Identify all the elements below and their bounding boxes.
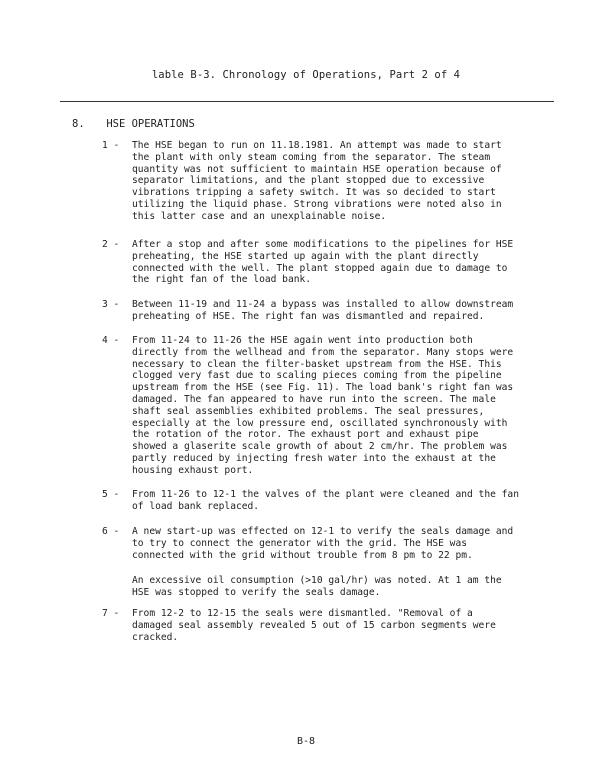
item-number: 7 - bbox=[102, 608, 120, 619]
list-item-4 bbox=[102, 335, 552, 477]
item-text: From 11-24 to 11-26 the HSE again went into production both directly from the wellhead and from the separator. Many stops were necessary to clean the filter-basket upstream from the HSE. This clogged very fast due to scaling pieces coming from the pipeline upstream from the HSE (see Fig. 11). The load bank's right fan was damaged. The fan appeared to have run into the screen. The male shaft seal assemblies exhibited problems. The seal pressures, especially at the low pressure end, oscillated synchronously with the rotation of the rotor. The exhaust port and exhaust pipe showed a glaserite scale growth of about 2 cm/hr. The problem was partly reduced by injecting fresh water into the exhaust at the housing exhaust port. bbox=[132, 335, 514, 476]
item-number: 2 - bbox=[102, 239, 120, 250]
item-number: 1 - bbox=[102, 140, 120, 151]
list-item-1 bbox=[102, 140, 552, 223]
item-number: 5 - bbox=[102, 489, 120, 500]
page-number: B-8 bbox=[296, 736, 316, 747]
list-item-6 bbox=[102, 526, 552, 561]
item-text: A new start-up was effected on 12-1 to verify the seals damage and to try to connect the generator with the grid. The HSE was connected with the grid without trouble from 8 pm to 22 pm. bbox=[132, 526, 514, 561]
item-number: 4 - bbox=[102, 335, 120, 346]
item-6-continuation: An excessive oil consumption (>10 gal/hr) was noted. At 1 am the HSE was stopped to verify the seals damage. bbox=[132, 575, 502, 598]
item-text: Between 11-19 and 11-24 a bypass was installed to allow downstream preheating of HSE. The right fan was dismantled and repaired. bbox=[132, 299, 514, 322]
horizontal-rule bbox=[60, 101, 554, 102]
section-number: 8. bbox=[72, 118, 85, 130]
item-number: 3 - bbox=[102, 299, 120, 310]
list-item-5 bbox=[102, 489, 552, 513]
item-text: After a stop and after some modifications to the pipelines for HSE preheating, the HSE started up again with the plant directly connected with the well. The plant stopped again due to damage to the right fan of the load bank. bbox=[132, 239, 514, 286]
list-item-7 bbox=[102, 608, 552, 643]
list-item-2 bbox=[102, 239, 552, 286]
item-text: From 11-26 to 12-1 the valves of the plant were cleaned and the fan of load bank replaced. bbox=[132, 489, 519, 512]
list-item-3 bbox=[102, 299, 552, 323]
item-number: 6 - bbox=[102, 526, 120, 537]
section-heading bbox=[72, 118, 195, 130]
table-title: lable B-3. Chronology of Operations, Part 2 of 4 bbox=[151, 69, 461, 81]
item-text: The HSE began to run on 11.18.1981. An attempt was made to start the plant with only steam coming from the separator. The steam quantity was not sufficient to maintain HSE operation because of separator limitations, and the plant stopped due to excessive vibrations tripping a safety switch. It was so decided to start utilizing the liquid phase. Strong vibrations were noted also in this latter case and an unexplainable noise. bbox=[132, 140, 502, 222]
item-text: From 12-2 to 12-15 the seals were dismantled. "Removal of a damaged seal assembly revealed 5 out of 15 carbon segments were cracked. bbox=[132, 608, 496, 643]
section-title: HSE OPERATIONS bbox=[106, 118, 195, 130]
